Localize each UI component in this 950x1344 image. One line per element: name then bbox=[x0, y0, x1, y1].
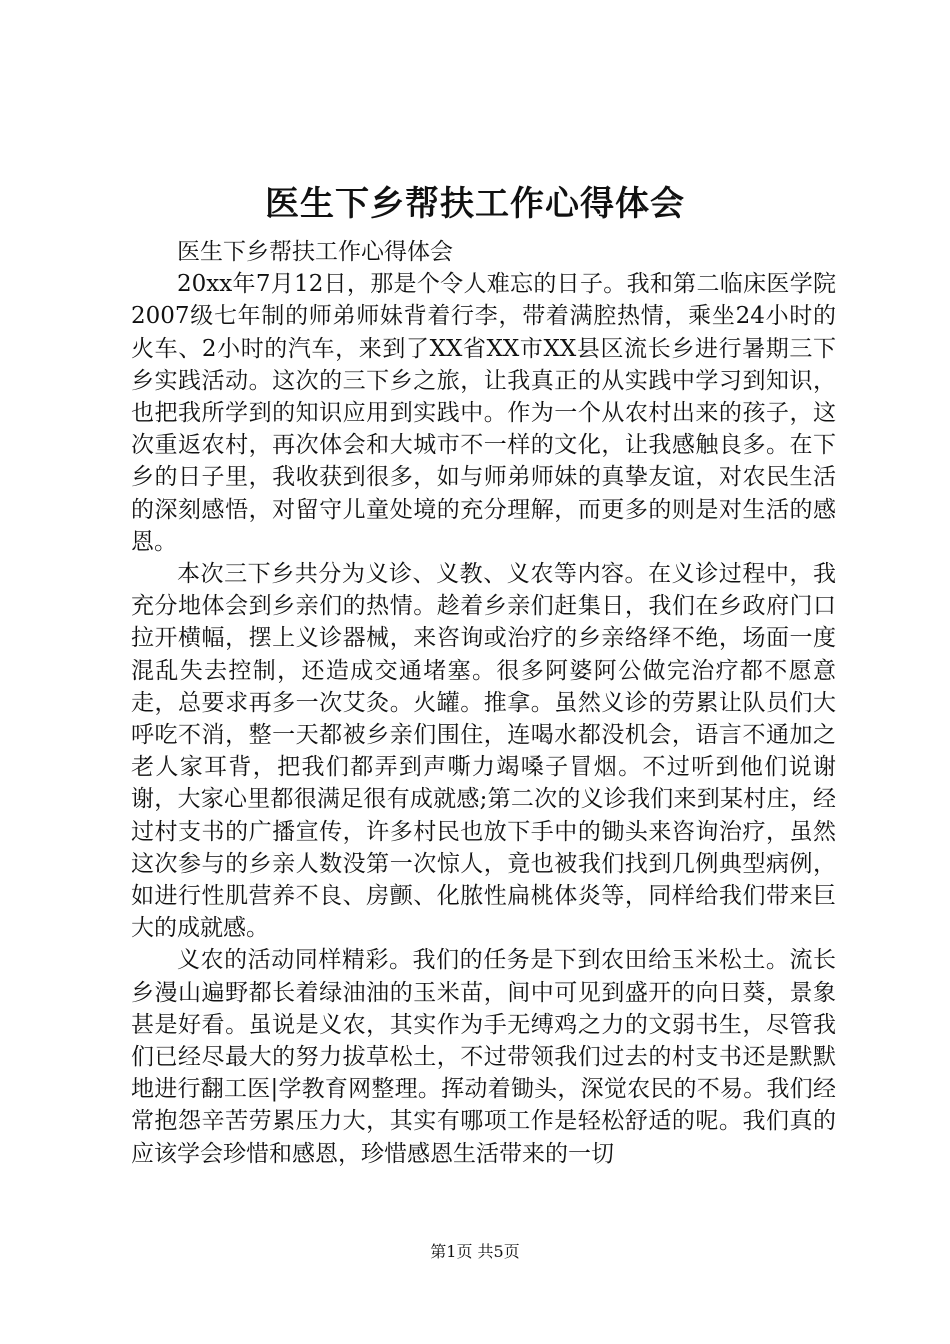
paragraph-intro: 20xx年7月12日，那是个令人难忘的日子。我和第二临床医学院2007级七年制的师弟师妹背着行李，带着满腔热情，乘坐24小时的火车、2小时的汽车，来到了XX省XX市XX县区流长乡进行暑期三下乡实践活动。这次的三下乡之旅，让我真正的从实践中学习到知识，也把我所学到的知识应用到实践中。作为一个从农村出来的孩子，这次重返农村，再次体会和大城市不一样的文化，让我感触良多。在下乡的日子里，我收获到很多，如与师弟师妹的真挚友谊，对农民生活的深刻感悟，对留守儿童处境的充分理解，而更多的则是对生活的感恩。 bbox=[131, 271, 836, 555]
paragraph-subtitle: 医生下乡帮扶工作心得体会 bbox=[177, 239, 453, 265]
page-footer: 第1页 共5页 bbox=[430, 1242, 520, 1261]
paragraph-clinic: 本次三下乡共分为义诊、义教、义农等内容。在义诊过程中，我充分地体会到乡亲们的热情。趁着乡亲们赶集日，我们在乡政府门口拉开横幅，摆上义诊器械，来咨询或治疗的乡亲络绎不绝，场面一度混乱失去控制，还造成交通堵塞。很多阿婆阿公做完治疗都不愿意走，总要求再多一次艾灸。火罐。推拿。虽然义诊的劳累让队员们大呼吃不消，整一天都被乡亲们围住，连喝水都没机会，语言不通加之老人家耳背，把我们都弄到声嘶力竭嗓子冒烟。不过听到他们说谢谢，大家心里都很满足很有成就感;第二次的义诊我们来到某村庄，经过村支书的广播宣传，许多村民也放下手中的锄头来咨询治疗，虽然这次参与的乡亲人数没第一次惊人，竟也被我们找到几例典型病例，如进行性肌营养不良、房颤、化脓性扁桃体炎等，同样给我们带来巨大的成就感。 bbox=[131, 561, 836, 942]
paragraph-farming: 义农的活动同样精彩。我们的任务是下到农田给玉米松土。流长乡漫山遍野都长着绿油油的玉米苗，间中可见到盛开的向日葵，景象甚是好看。虽说是义农，其实作为手无缚鸡之力的文弱书生，尽管我们已经尽最大的努力拔草松土，不过带领我们过去的村支书还是默默地进行翻工医|学教育网整理。挥动着锄头，深觉农民的不易。我们经常抱怨辛苦劳累压力大，其实有哪项工作是轻松舒适的呢。我们真的应该学会珍惜和感恩，珍惜感恩生活带来的一切 bbox=[131, 947, 836, 1167]
document-title: 医生下乡帮扶工作心得体会 bbox=[265, 184, 685, 224]
document-body bbox=[131, 236, 836, 1170]
